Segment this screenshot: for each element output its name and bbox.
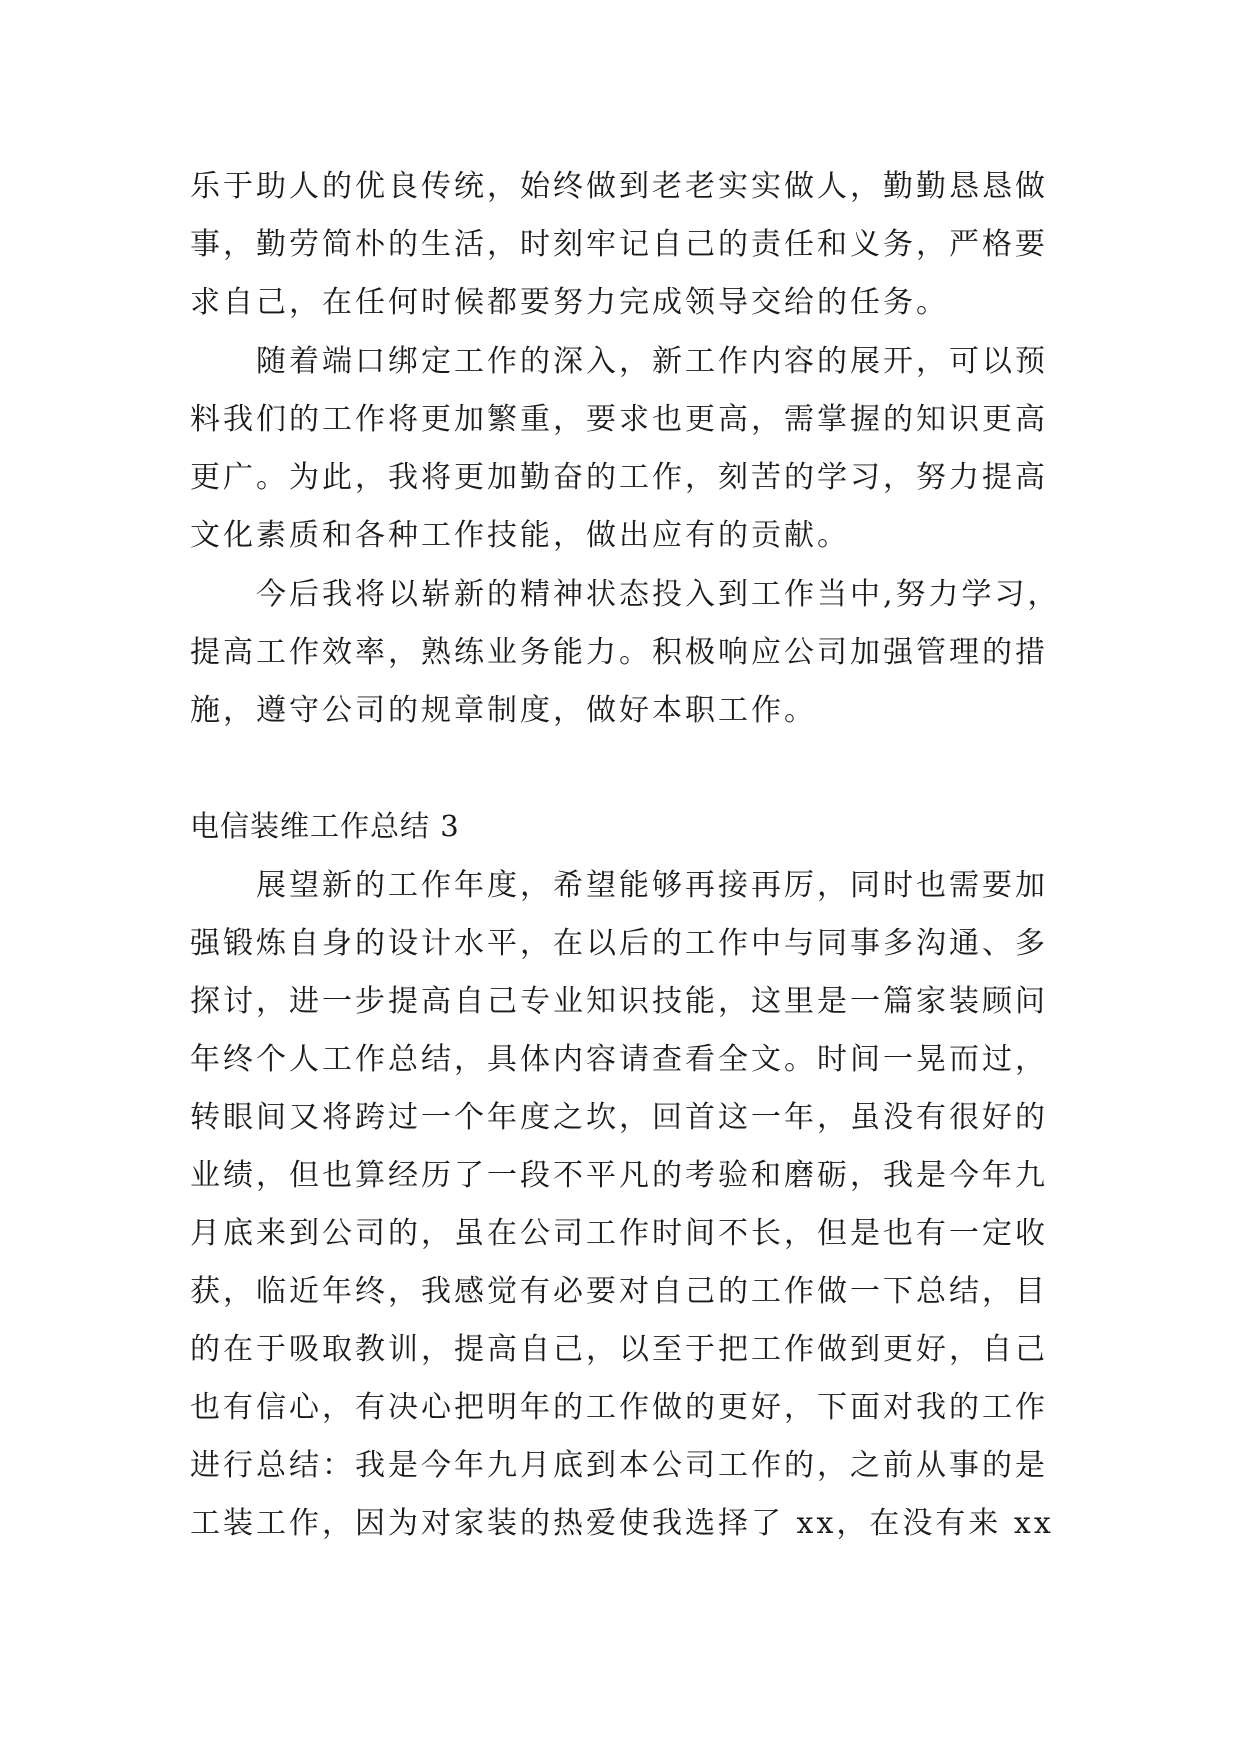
paragraph-line: 施，遵守公司的规章制度，做好本职工作。 [190,693,817,728]
paragraph-line: 强锻炼自身的设计水平，在以后的工作中与同事多沟通、多 [190,926,1048,961]
paragraph-3 [190,566,1061,740]
paragraph-line: 更广。为此，我将更加勤奋的工作，刻苦的学习，努力提高 [190,460,1048,495]
section-heading-text: 电信装维工作总结 3 [190,809,460,843]
paragraph-line: 料我们的工作将更加繁重，要求也更高，需掌握的知识更高 [190,402,1048,437]
paragraph-line: 进行总结：我是今年九月底到本公司工作的，之前从事的是 [190,1448,1048,1483]
paragraph-line: 获，临近年终，我感觉有必要对自己的工作做一下总结，目 [190,1274,1048,1309]
paragraph-line: 乐于助人的优良传统，始终做到老老实实做人，勤勤恳恳做 [190,169,1048,204]
paragraph-1 [190,158,1050,332]
paragraph-line: 转眼间又将跨过一个年度之坎，回首这一年，虽没有很好的 [190,1100,1048,1135]
paragraph-line: 展望新的工作年度，希望能够再接再厉，同时也需要加 [256,868,1048,903]
paragraph-line: 年终个人工作总结，具体内容请查看全文。时间一晃而过， [190,1042,1048,1077]
paragraph-line: 月底来到公司的，虽在公司工作时间不长，但是也有一定收 [190,1216,1048,1251]
section-paragraph [190,857,1054,1553]
paragraph-line: 文化素质和各种工作技能，做出应有的贡献。 [190,518,850,553]
paragraph-line: 提高工作效率，熟练业务能力。积极响应公司加强管理的措 [190,635,1048,670]
paragraph-line: 求自己，在任何时候都要努力完成领导交给的任务。 [190,285,949,320]
section-heading [190,797,1050,855]
paragraph-line: 今后我将以崭新的精神状态投入到工作当中,努力学习， [256,577,1061,612]
paragraph-line: 的在于吸取教训，提高自己，以至于把工作做到更好，自己 [190,1332,1048,1367]
paragraph-line: 也有信心，有决心把明年的工作做的更好，下面对我的工作 [190,1390,1048,1425]
paragraph-line: 探讨，进一步提高自己专业知识技能，这里是一篇家装顾问 [190,984,1048,1019]
paragraph-line: 随着端口绑定工作的深入，新工作内容的展开，可以预 [256,344,1048,379]
paragraph-line: 事，勤劳简朴的生活，时刻牢记自己的责任和义务，严格要 [190,227,1048,262]
paragraph-2 [190,333,1050,565]
paragraph-line: 业绩，但也算经历了一段不平凡的考验和磨砺，我是今年九 [190,1158,1048,1193]
paragraph-line: 工装工作，因为对家装的热爱使我选择了 xx，在没有来 xx [190,1506,1054,1541]
